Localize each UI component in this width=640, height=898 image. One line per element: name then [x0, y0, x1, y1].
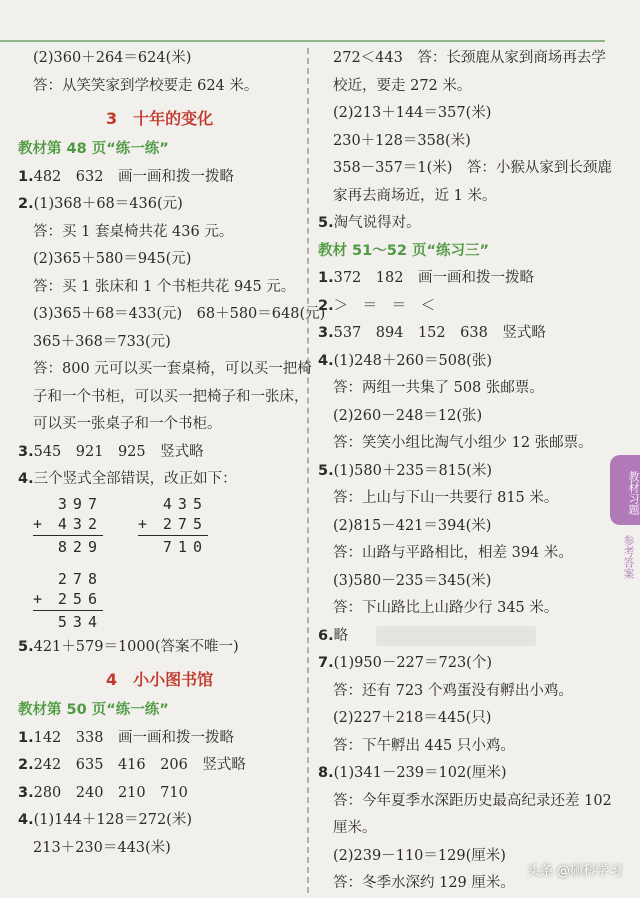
answer-line [318, 815, 610, 843]
line-text: 242 635 416 206 竖式略 [33, 757, 246, 773]
line-text: 厘米。 [333, 820, 377, 836]
line-text: (2)365＋580＝945(元) [33, 251, 192, 267]
answer-line [318, 210, 610, 238]
answer-line [318, 128, 610, 156]
line-text: 280 240 210 710 [33, 784, 188, 801]
answer-line [318, 100, 610, 128]
section-number: 3 [106, 109, 118, 128]
addend-top: 435 [162, 494, 208, 513]
item-number: 1. [18, 168, 34, 185]
vertical-calc [33, 569, 103, 632]
left-column [18, 45, 326, 862]
line-text: 三个竖式全部错误，改正如下： [33, 471, 237, 487]
answer-line [18, 752, 300, 780]
item-number: 5. [18, 638, 34, 655]
top-rule [0, 40, 605, 42]
answer-line [318, 513, 610, 541]
line-text: 答：买 1 套桌椅共花 436 元。 [33, 223, 234, 240]
line-text: (3)365＋68＝433(元) 68＋580＝648(元) [33, 306, 326, 322]
answer-line [318, 45, 610, 73]
answer-line [18, 329, 300, 357]
answer-line [318, 623, 610, 651]
sum: 710 [162, 537, 208, 556]
line-text: (1)144＋128＝272(米) [33, 812, 192, 828]
line-text: 可以买一张桌子和一个书柜。 [33, 416, 222, 432]
answer-line [18, 274, 300, 302]
answer-line [318, 595, 610, 623]
addend-value: 275 [162, 514, 208, 533]
line-text: 子和一个书柜，可以买一把椅子和一张床， [33, 388, 309, 405]
item-number: 2. [18, 757, 34, 773]
answer-line [18, 835, 300, 863]
vertical-calc [138, 494, 208, 557]
line-text: (1)950－227＝723(个) [333, 655, 492, 671]
answer-line [318, 788, 610, 816]
sum-line [138, 535, 208, 536]
redacted-area [376, 626, 536, 646]
answer-line [18, 780, 300, 808]
side-tab[interactable]: 教材习题 [610, 455, 640, 525]
plus-sign: + [33, 589, 43, 608]
plus-sign: + [33, 514, 43, 533]
answer-line [318, 485, 610, 513]
addend-value: 432 [57, 514, 103, 533]
answer-line [18, 301, 326, 329]
line-text: 答：上山与下山一共要行 815 米。 [333, 490, 559, 506]
item-number: 3. [318, 325, 334, 341]
addend-top: 397 [57, 494, 103, 513]
line-text: 537 894 152 638 竖式略 [333, 325, 546, 341]
exercise-source: 教材第 50 页“练一练” [18, 702, 169, 718]
item-number: 3. [18, 443, 34, 460]
answer-line [18, 411, 300, 439]
side-note: 参考答案 [622, 535, 635, 579]
item-number: 3. [18, 784, 34, 801]
line-text: 答：下午孵出 445 只小鸡。 [333, 737, 515, 754]
answer-line [318, 293, 610, 321]
item-number: 8. [318, 765, 334, 781]
answer-line [18, 219, 300, 247]
item-number: 1. [18, 729, 34, 746]
answer-line [18, 73, 300, 101]
answer-line [18, 164, 300, 192]
section-title: 小小图书馆 [133, 670, 214, 689]
answer-line [18, 45, 300, 73]
line-text: 答：从笑笑家到学校要走 624 米。 [33, 77, 259, 94]
addend-top: 278 [57, 569, 103, 588]
line-text: 家再去商场近，近 1 米。 [333, 187, 497, 204]
answer-line [318, 403, 610, 431]
line-text: 421＋579＝1000(答案不唯一) [33, 638, 239, 655]
addend-bottom [33, 589, 103, 609]
answer-line [18, 807, 300, 835]
item-number: 5. [318, 215, 334, 231]
answer-line [318, 650, 610, 678]
answer-line [18, 634, 300, 662]
line-text: 答：笑笑小组比淘气小组少 12 张邮票。 [333, 435, 593, 451]
line-text: (3)580－235＝345(米) [333, 572, 492, 589]
line-text: 答：冬季水深约 129 厘米。 [333, 875, 515, 891]
line-text: 213＋230＝443(米) [33, 839, 171, 856]
answer-line [318, 705, 610, 733]
line-text: 272＜443 答：长颈鹿从家到商场再去学 [333, 50, 606, 66]
exercise-source: 教材 51～52 页“练习三” [318, 242, 490, 259]
item-number: 7. [318, 655, 334, 671]
line-text: 校近，要走 272 米。 [333, 77, 472, 94]
answer-line [318, 375, 610, 403]
item-number: 4. [18, 812, 34, 828]
line-text: 答：山路与平路相比，相差 394 米。 [333, 545, 573, 561]
answer-line [318, 678, 610, 706]
line-text: 372 182 画一画和拨一拨略 [333, 270, 534, 286]
answer-line [18, 466, 300, 494]
answer-line [18, 439, 300, 467]
answer-line [318, 183, 610, 211]
line-text: (1)580＋235＝815(米) [333, 462, 492, 479]
line-text: (1)248＋260＝508(张) [333, 352, 492, 369]
plus-sign: + [138, 514, 148, 533]
line-text: 答：今年夏季水深距历史最高纪录还差 102 [333, 792, 612, 809]
line-text: 358－357＝1(米) 答：小猴从家到长颈鹿 [333, 160, 612, 176]
line-text: 545 921 925 竖式略 [33, 443, 204, 460]
sum: 534 [57, 612, 103, 631]
line-text: 答：下山路比上山路少行 345 米。 [333, 600, 559, 616]
item-number: 2. [18, 196, 34, 212]
column-divider [307, 48, 309, 893]
line-text: (1)341－239＝102(厘米) [333, 765, 507, 781]
answer-line [318, 320, 610, 348]
addend-bottom [33, 514, 103, 534]
vertical-calc [33, 494, 103, 557]
answer-line [318, 430, 610, 458]
sum-line [33, 535, 103, 536]
answer-line [318, 348, 610, 376]
section-heading [18, 100, 300, 136]
line-text: (2)239－110＝129(厘米) [333, 847, 506, 864]
line-text: 答：买 1 张床和 1 个书柜共花 945 元。 [33, 278, 296, 295]
section-title: 十年的变化 [133, 109, 214, 128]
answer-line [18, 246, 300, 274]
answer-line [318, 540, 610, 568]
line-text: (2)260－248＝12(张) [333, 407, 483, 424]
line-text: (1)368＋68＝436(元) [33, 196, 183, 212]
answer-line [18, 356, 312, 384]
line-text: 答：还有 723 个鸡蛋没有孵出小鸡。 [333, 682, 573, 699]
line-text: ＞ ＝ ＝ ＜ [333, 297, 436, 314]
line-text: 230＋128＝358(米) [333, 132, 471, 149]
answer-line [318, 458, 610, 486]
item-number: 4. [318, 352, 334, 369]
line-text: (2)360＋264＝624(米) [33, 50, 192, 66]
answer-line [318, 265, 610, 293]
line-text: (2)815－421＝394(米) [333, 517, 492, 534]
answer-line [318, 733, 610, 761]
right-column [318, 45, 610, 898]
answer-line [18, 725, 300, 753]
answer-line [318, 73, 610, 101]
line-text: 365＋368＝733(元) [33, 333, 171, 350]
item-number: 4. [18, 471, 34, 487]
watermark: 头条 @硕科学习 [526, 864, 622, 879]
sum: 829 [57, 537, 103, 556]
answer-line [318, 568, 610, 596]
item-number: 2. [318, 297, 334, 314]
line-text: (2)227＋218＝445(只) [333, 710, 492, 726]
item-number: 1. [318, 270, 334, 286]
line-text: 略 [333, 627, 349, 644]
line-text: 答：800 元可以买一套桌椅，可以买一把椅 [33, 361, 312, 377]
item-number: 5. [318, 462, 334, 479]
addend-bottom [138, 514, 208, 534]
line-text: 答：两组一共集了 508 张邮票。 [333, 380, 544, 396]
line-text: 淘气说得对。 [333, 215, 421, 231]
line-text: 142 338 画一画和拨一拨略 [33, 729, 234, 746]
sum-line [33, 610, 103, 611]
vertical-calculations [18, 494, 300, 634]
section-number: 4 [106, 670, 118, 689]
item-number: 6. [318, 627, 334, 644]
answer-line [318, 760, 610, 788]
answer-line [18, 191, 300, 219]
exercise-source: 教材第 48 页“练一练” [18, 141, 169, 157]
section-heading [18, 661, 300, 697]
answer-line [318, 155, 610, 183]
addend-value: 256 [57, 589, 103, 608]
answer-line [18, 384, 309, 412]
line-text: (2)213＋144＝357(米) [333, 105, 492, 121]
line-text: 482 632 画一画和拨一拨略 [33, 168, 234, 185]
